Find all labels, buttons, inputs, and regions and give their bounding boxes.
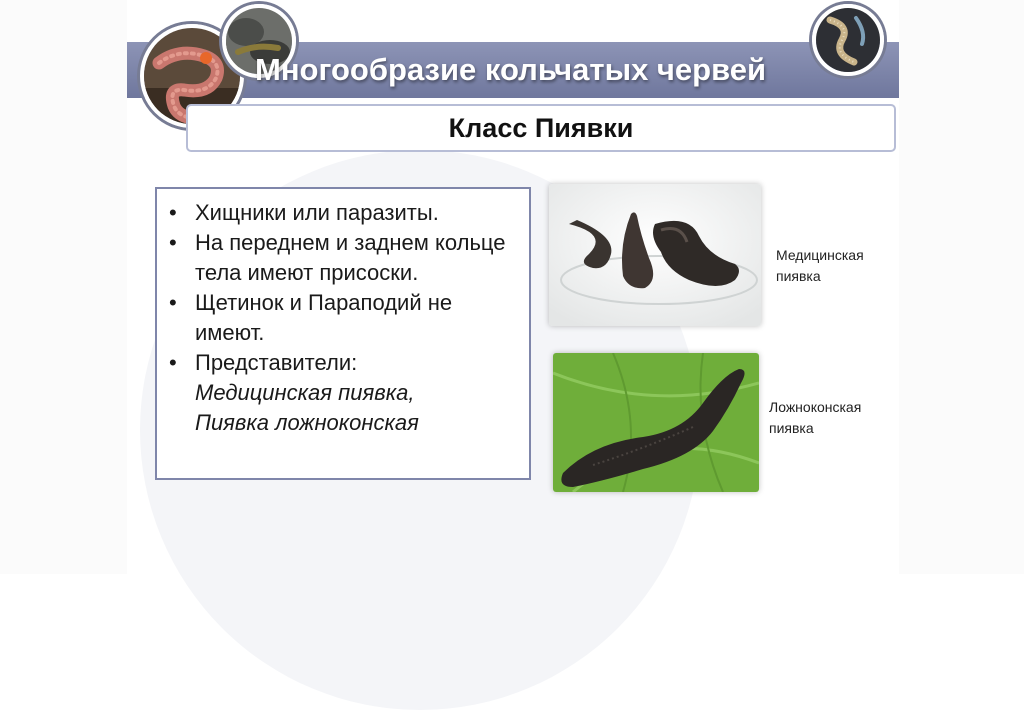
bullet-text: Щетинок и Параподий не имеют.	[195, 290, 453, 345]
bullet-item	[169, 348, 519, 438]
bullet-marker: •	[169, 350, 177, 375]
bullet-item	[169, 228, 519, 288]
bullet-text-box	[155, 187, 531, 480]
slide-subtitle: Класс Пиявки	[448, 113, 634, 143]
bullet-marker: •	[169, 200, 177, 225]
slide-margin-right	[899, 0, 1024, 574]
medicinal-leech-photo	[549, 184, 761, 326]
bullet-text: Представители:	[195, 350, 358, 375]
horse-leech-photo	[553, 353, 759, 492]
bullet-marker: •	[169, 290, 177, 315]
bullet-list	[167, 198, 519, 438]
bullet-text: На переднем и заднем кольце тела имеют присоски.	[195, 230, 506, 285]
representative-horse-leech: Пиявка ложноконская	[195, 410, 419, 435]
bullet-item	[169, 198, 519, 228]
slide-margin-left	[0, 0, 127, 574]
bullet-text: Хищники или паразиты.	[195, 200, 439, 225]
horse-leech-caption: Ложноконская пиявка	[769, 399, 862, 436]
slide-title: Многообразие кольчатых червей	[255, 52, 767, 87]
bullet-marker: •	[169, 230, 177, 255]
bullet-item	[169, 288, 519, 348]
representative-medicinal: Медицинская пиявка,	[195, 380, 415, 405]
medicinal-leech-caption: Медицинская пиявка	[776, 247, 864, 284]
